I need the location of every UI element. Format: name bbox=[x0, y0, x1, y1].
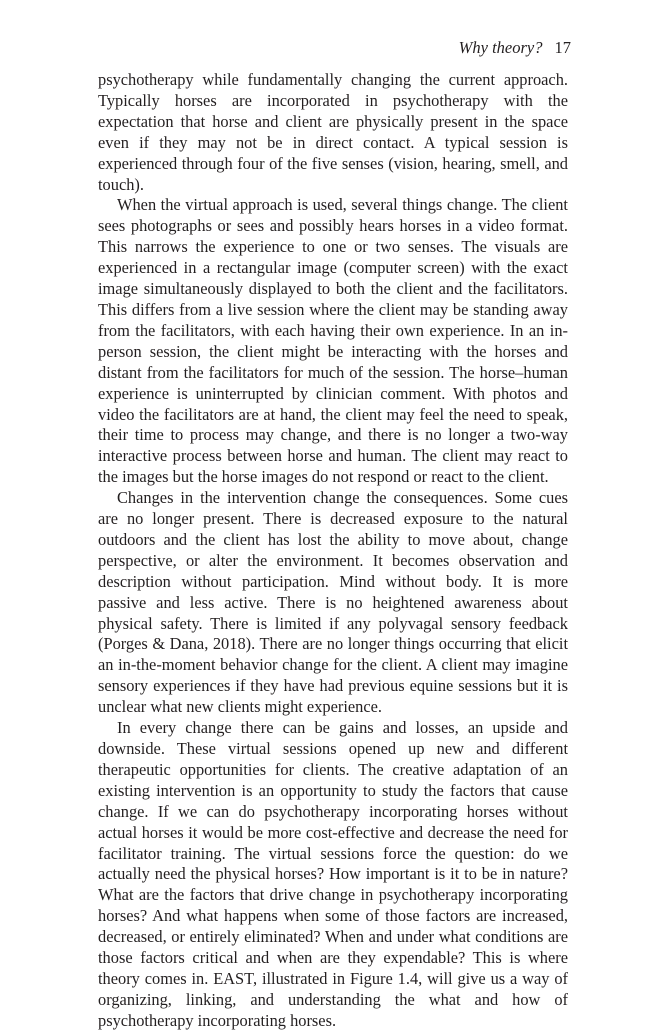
page-number: 17 bbox=[554, 38, 571, 57]
paragraph-2: When the virtual approach is used, several things change. The client sees photographs or sees and possibly hears horses in a video format. This narrows the experience to one or two senses. The visuals are experienced in a rectangular image (computer screen) with the exact image simultaneously displayed to both the client and the facilitators. This differs from a live session where the client may be standing away from the facilitators, with each having their own experience. In an in-person session, the client might be interacting with the horses and distant from the facilitators for much of the session. The horse–human experience is uninterrupted by clinician comment. With photos and video the facilitators are at hand, the client may feel the need to speak, their time to process may change, and there is no longer a two-way interactive process between horse and human. The client may react to the images but the horse images do not respond or react to the client. bbox=[98, 195, 568, 487]
paragraph-3: Changes in the intervention change the consequences. Some cues are no longer present. There is decreased exposure to the natural outdoors and the client has lost the ability to move about, change perspective, or alter the environment. It becomes observation and description without participation. Mind without body. It is more passive and less active. There is no heightened awareness about physical safety. There is limited if any polyvagal sensory feedback (Porges & Dana, 2018). There are no longer things occurring that elicit an in-the-moment behavior change for the client. A client may imagine sensory experiences if they have had previous equine sessions but it is unclear what new clients might experience. bbox=[98, 488, 568, 717]
running-title: Why theory? bbox=[458, 38, 543, 57]
paragraph-1: psychotherapy while fundamentally changing the current approach. Typically horses are incorporated in psychotherapy with the expectation that horse and client are physically present in the space even if they may not be in direct contact. A typical session is experienced through four of the five senses (vision, hearing, smell, and touch). bbox=[98, 70, 568, 194]
paragraph-4: In every change there can be gains and losses, an upside and downside. These virtual sessions opened up new and different therapeutic opportunities for clients. The creative adaptation of an existing intervention is an opportunity to study the factors that cause change. If we can do psychotherapy incorporating horses without actual horses it would be more cost-effective and decrease the need for facilitator training. The virtual sessions force the question: do we actually need the physical horses? How important is it to be in nature? What are the factors that drive change in psychotherapy incorporating horses? And what happens when some of those factors are increased, decreased, or entirely eliminated? When and under what conditions are those factors critical and when are they expendable? This is where theory comes in. EAST, illustrated in Figure 1.4, will give us a way of organizing, linking, and understanding the what and how of psychotherapy incorporating horses. bbox=[98, 718, 568, 1030]
running-head bbox=[459, 38, 571, 58]
body-text bbox=[98, 70, 568, 1032]
